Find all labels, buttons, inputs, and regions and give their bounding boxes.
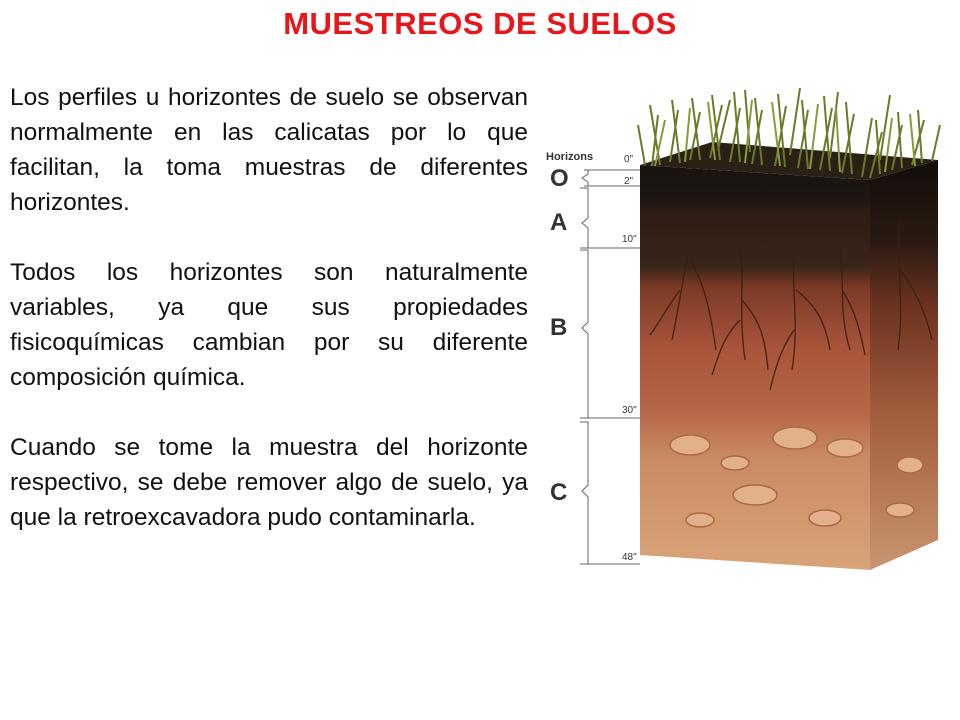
horizons-heading: Horizons (546, 151, 594, 163)
body-text (10, 80, 528, 570)
horizon-b-label: B (550, 314, 568, 341)
paragraph-horizons-intro: Los perfiles u horizontes de suelo se observan normalmente en las calicatas por lo que facilitan, la toma muestras de diferentes horizontes. (10, 84, 528, 216)
paragraph-sampling: Cuando se tome la muestra del horizonte respectivo, se debe remover algo de suelo, ya que la retroexcavadora pudo contaminarla. (10, 434, 528, 531)
horizon-a-label: A (550, 209, 568, 236)
depth-2: 2" (624, 176, 634, 187)
horizon-brackets (580, 170, 640, 564)
depth-0: 0" (624, 154, 634, 165)
depth-30: 30" (622, 405, 637, 416)
depth-48: 48" (622, 552, 637, 563)
horizon-c-label: C (550, 479, 568, 506)
soil-front-face (640, 165, 870, 570)
paragraph-variability: Todos los horizontes son naturalmente variables, ya que sus propiedades fisicoquímicas cambian por su diferente composición química. (10, 259, 528, 391)
soil-profile-figure (540, 70, 960, 600)
page-title: MUESTREOS DE SUELOS (283, 6, 677, 41)
depth-10: 10" (622, 234, 637, 245)
horizon-labels (546, 151, 640, 564)
horizon-o-label: O (550, 165, 569, 192)
